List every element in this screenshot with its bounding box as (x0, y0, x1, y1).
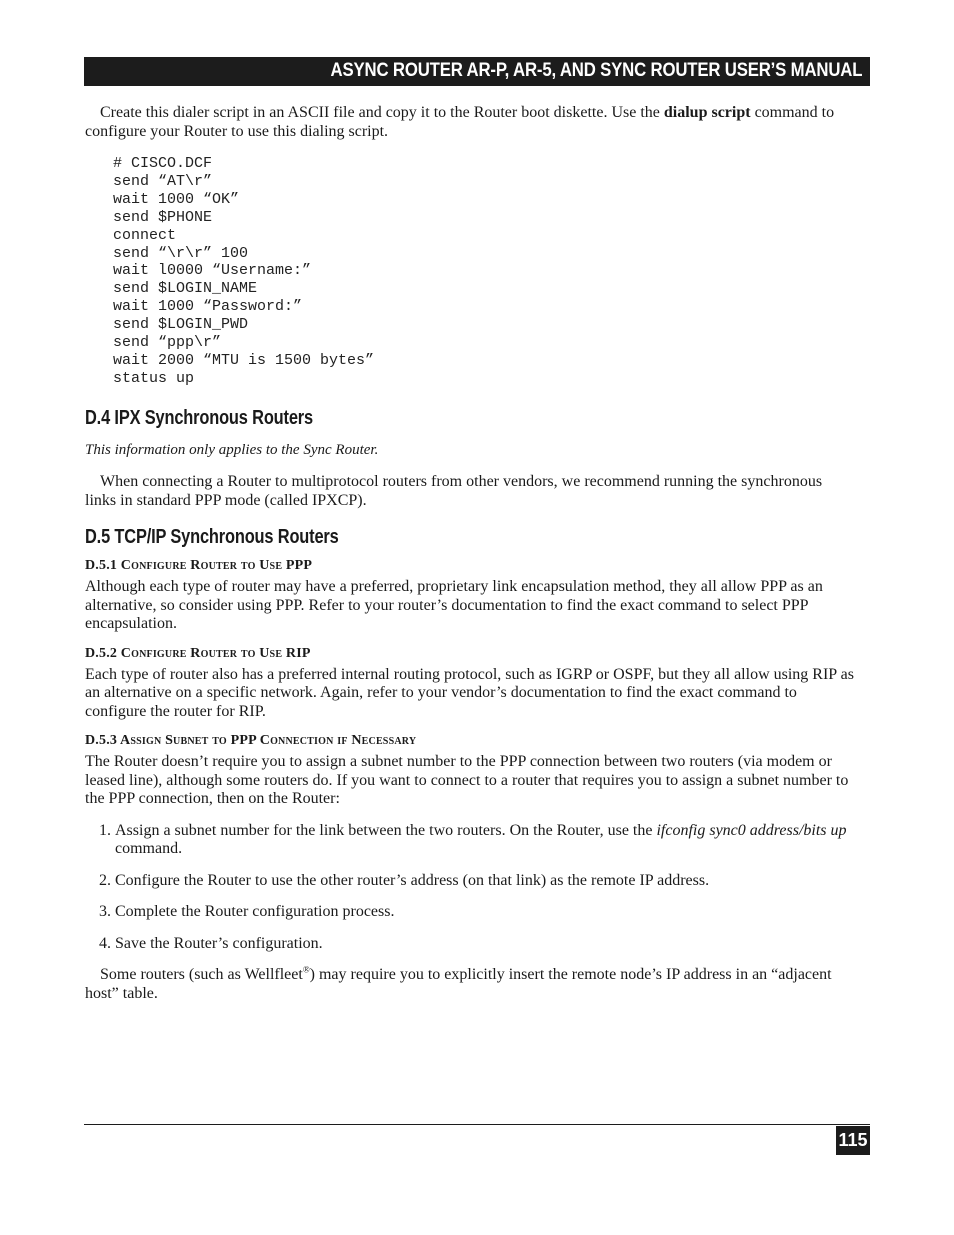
list-item (115, 822, 857, 859)
list-item (115, 903, 857, 922)
code-line: wait 2000 “MTU is 1500 bytes” (113, 351, 375, 369)
page-number: 115 (836, 1126, 870, 1155)
code-line: send “ppp\r” (113, 334, 222, 352)
code-line: send $LOGIN_NAME (113, 280, 258, 298)
subsection-d53-body: The Router doesn’t require you to assign a subnet number to the PPP connection between two routers (via modem or leased line), although some routers do. If you want to connect to a router that requires you to assign a subnet number to the PPP connection, then on the Router: (85, 753, 849, 808)
section-d4-heading: D.4 IPX Synchronous Routers (85, 406, 313, 429)
dialup-script-command: dialup script (663, 104, 751, 121)
footer-rule (84, 1124, 870, 1125)
manual-title: ASYNC ROUTER AR-P, AR-5, AND SYNC ROUTER USER’S MANUAL (330, 59, 862, 81)
closing-paragraph (85, 966, 857, 1003)
intro-paragraph (85, 104, 857, 141)
configuration-steps (85, 822, 857, 954)
code-line: wait 1000 “OK” (113, 190, 240, 208)
page-content (85, 104, 857, 1003)
intro-text-2: command to configure your Router to use this dialing script. (85, 104, 835, 140)
code-line: status up (113, 369, 195, 387)
code-line: send “\r\r” 100 (113, 244, 249, 262)
step-text: Save the Router’s configuration. (115, 934, 323, 952)
list-item (115, 935, 857, 954)
sync-router-note: This information only applies to the Sync Router. (85, 441, 379, 458)
registered-mark: ® (302, 964, 310, 975)
subsection-d51-heading: D.5.1 Configure Router to Use PPP (85, 558, 313, 574)
list-item (115, 872, 857, 891)
step-text: Complete the Router configuration process. (115, 903, 395, 921)
ifconfig-command: ifconfig sync0 address/bits up (656, 821, 847, 839)
step-text: Configure the Router to use the other router’s address (on that link) as the remote IP address. (115, 871, 710, 889)
closing-text-1: Some routers (such as Wellfleet (100, 966, 303, 984)
closing-text-2: ) may require you to explicitly insert the remote node’s IP address in an “adjacent host” table. (85, 966, 832, 1002)
step-text-end: command. (115, 840, 183, 858)
section-d5-heading: D.5 TCP/IP Synchronous Routers (85, 526, 339, 549)
code-line: # CISCO.DCF (113, 155, 213, 172)
section-d4-body: When connecting a Router to multiprotocol routers from other vendors, we recommend running the synchronous links in standard PPP mode (called IPXCP). (85, 473, 823, 509)
code-line: send $PHONE (113, 208, 213, 226)
step-text: Assign a subnet number for the link between the two routers. On the Router, use the (115, 821, 657, 839)
subsection-d53-heading: D.5.3 Assign Subnet to PPP Connection if Necessary (85, 733, 417, 749)
dialer-script-code (113, 155, 857, 388)
subsection-d52-heading: D.5.2 Configure Router to Use RIP (85, 645, 311, 661)
header-bar (84, 57, 870, 86)
intro-text-1: Create this dialer script in an ASCII file and copy it to the Router boot diskette. Use the (100, 104, 664, 121)
code-line: connect (113, 226, 177, 244)
code-line: send $LOGIN_PWD (113, 316, 249, 334)
code-line: wait 1000 “Password:” (113, 298, 303, 316)
subsection-d51-body: Although each type of router may have a preferred, proprietary link encapsulation method, they all allow PPP as an alternative, so consider using PPP. Refer to your router’s documentation to find the exact command to select PPP encapsulation. (85, 578, 823, 633)
subsection-d52-body: Each type of router also has a preferred internal routing protocol, such as IGRP or OSPF, but they all allow using RIP as an alternative on a specific network. Again, refer to your vendor’s documentation to find the exact command to configure the router for RIP. (85, 665, 854, 720)
code-line: send “AT\r” (113, 172, 213, 190)
code-line: wait l0000 “Username:” (113, 262, 312, 280)
